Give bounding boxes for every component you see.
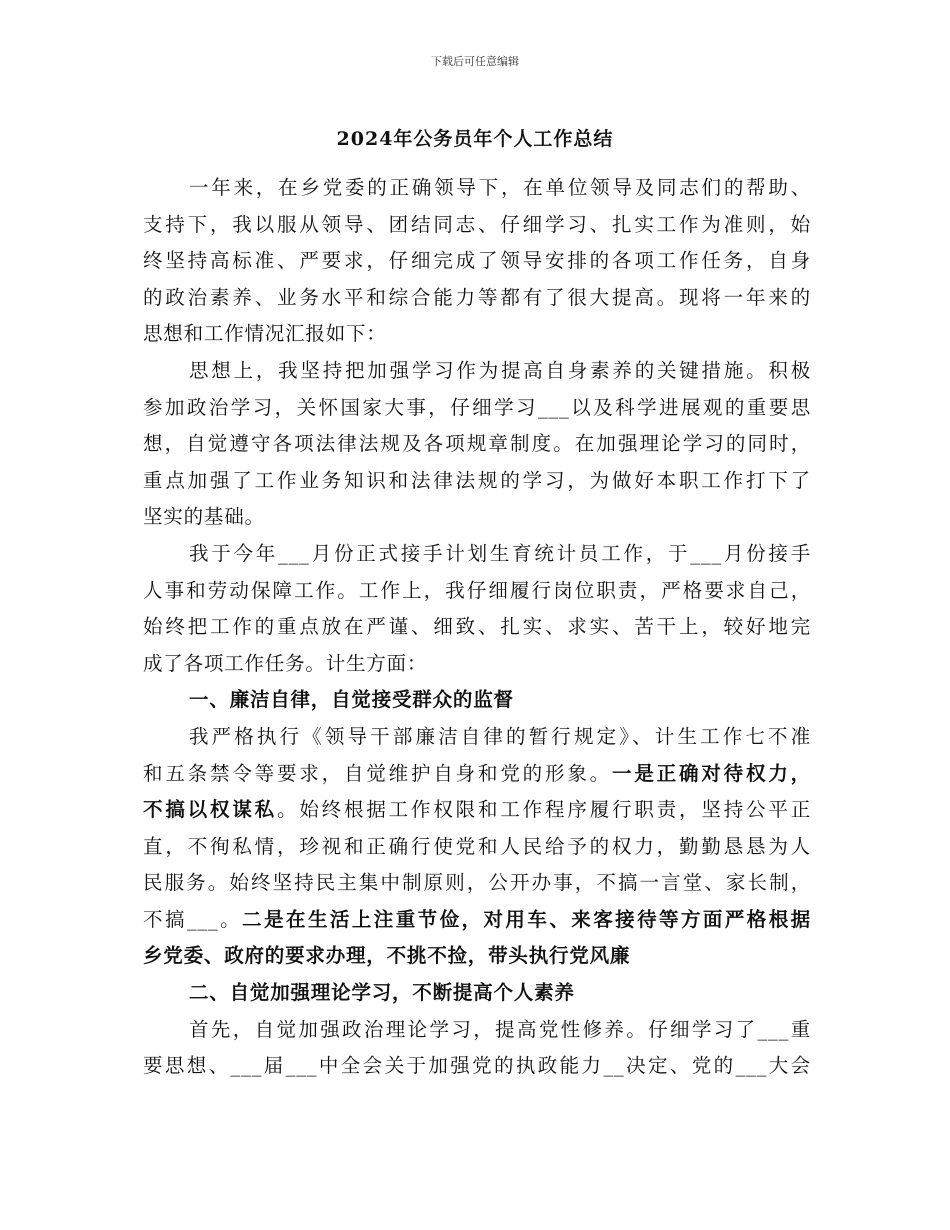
bold-text: 一是正确对待权力， [612,761,811,785]
bold-text: 不搞以权谋私 [143,798,278,822]
text-line: 二、自觉加强理论学习，不断提高个人素养 [189,981,575,1005]
text-line: 人事和劳动保障工作。工作上，我仔细履行岗位职责，严格要求自己， [143,578,811,602]
bold-text: 二是在生活上注重节俭，对用车、来客接待等方面严格根据 [242,907,811,931]
text-line [143,792,811,829]
text-line: 的政治素养、业务水平和综合能力等都有了很大提高。现将一年来的 [143,285,811,309]
text-line: 思想上，我坚持把加强学习作为提高自身素养的关键措施。积极 [189,358,811,382]
text-line [143,902,811,939]
text-line: 重点加强了工作业务知识和法律法规的学习，为做好本职工作打下了 [143,468,811,492]
text-line: 思想和工作情况汇报如下： [143,322,387,346]
text-line: 坚实的基础。 [143,505,265,529]
text-line: 始终把工作的重点放在严谨、细致、扎实、求实、苦干上，较好地完 [143,615,811,639]
text-line: 一年来，在乡党委的正确领导下，在单位领导及同志们的帮助、 [189,176,811,199]
text-line: 我于今年___月份正式接手计划生育统计员工作，于___月份接手 [189,541,811,565]
text-line: 乡党委、政府的要求办理，不挑不捡，带头执行党风廉 [143,944,631,968]
document-title: 2024年公务员年个人工作总结 [336,128,614,150]
text-line: 参加政治学习，关怀国家大事，仔细学习___以及科学进展观的重要思 [143,395,811,419]
text-span: 。始终根据工作权限和工作程序履行职责，坚持公平正 [277,798,811,822]
header-note: 下载后可任意编辑 [431,55,519,68]
text-line: 直，不徇私情，珍视和正确行使党和人民给予的权力，勤勤恳恳为人 [143,834,811,858]
text-line: 终坚持高标准、严要求，仔细完成了领导安排的各项工作任务，自身 [143,249,811,273]
text-line: 支持下，我以服从领导、团结同志、仔细学习、扎实工作为准则，始 [143,212,811,236]
text-line: 成了各项工作任务。计生方面： [143,651,428,675]
text-line: 我严格执行《领导干部廉洁自律的暂行规定》、计生工作七不准 [189,724,811,748]
text-span: 和五条禁令等要求，自觉维护自身和党的形象。 [143,761,613,785]
document-body [143,170,811,1085]
text-line: 民服务。始终坚持民主集中制原则，公开办事，不搞一言堂、家长制， [143,871,811,895]
text-span: 不搞___。 [143,907,243,931]
text-line: 一、廉洁自律，自觉接受群众的监督 [189,688,514,712]
text-line: 想，自觉遵守各项法律法规及各项规章制度。在加强理论学习的同时， [143,432,811,456]
text-line: 要思想、___届___中全会关于加强党的执政能力__决定、党的___大会 [143,1054,811,1078]
text-line: 首先，自觉加强政治理论学习，提高党性修养。仔细学习了___重 [189,1017,812,1041]
text-line [143,756,811,793]
